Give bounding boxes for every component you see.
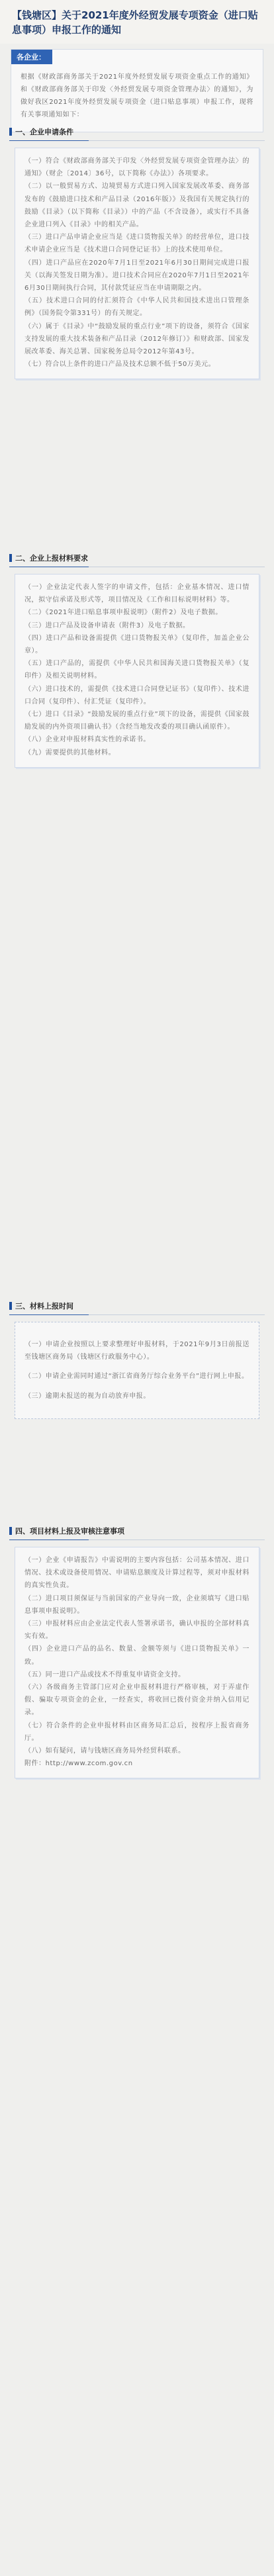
paragraph: （五）进口产品的，需提供《中华人民共和国海关进口货物报关单》（复印件）及相关说明材料。 (24, 660, 250, 680)
section-3-card (15, 1322, 259, 1419)
paragraph: （八）如有疑问，请与钱塘区商务局外经贸科联系。 (24, 1747, 185, 1755)
paragraph: （七）符合以上条件的进口产品及技术总额不低于50万美元。 (24, 361, 216, 369)
paragraph: （三）申报材料应由企业法定代表人签署承诺书，确认申报的全部材料真实有效。 (24, 1620, 250, 1641)
paragraph: （一）企业法定代表人签字的申请文件，包括：企业基本情况、进口情况，拟守信承诺及形式等，项目情况及《工作和目标说明材料》等。 (24, 584, 250, 604)
paragraph: （六）属于《目录》中“鼓励发展的重点行业”项下的设备，须符合《国家支持发展的重大技术装备和产品目录（2012年修订）》和财政部、国家发展改革委、海关总署、国家税务总局令2012年第43号。 (24, 322, 250, 356)
section-2-card (15, 574, 259, 768)
section-3 (0, 1297, 274, 1419)
heading-label: 四、项目材料上报及审核注意事项 (15, 1527, 124, 1536)
paragraph: （二）申请企业需同时通过“浙江省商务厅综合业务平台”进行网上申报。 (24, 1373, 249, 1381)
heading-bar (9, 128, 12, 136)
paragraph: （七）符合条件的企业申报材料由区商务局汇总后，按程序上报省商务厅。 (24, 1722, 250, 1742)
section-4-heading (0, 1522, 274, 1540)
intro-card (11, 49, 263, 132)
section-2-heading (0, 549, 274, 567)
paragraph: （三）进口产品申请企业应当是《进口货物报关单》的经营单位，进口技术申请企业应当是《技术进口合同登记证书》上的技术使用单位。 (24, 234, 250, 254)
paragraph: （一）符合《财政部商务部关于印发〈外经贸发展专项资金管理办法〉的通知》（财企〔2014〕36号，以下简称《办法》）各项要求。 (24, 158, 250, 178)
paragraph: （六）各级商务主管部门应对企业申报材料进行严格审核，对于弄虚作假、骗取专项资金的企业，一经查实，将收回已拨付资金并纳入信用记录。 (24, 1684, 250, 1717)
heading-label: 一、企业申请条件 (15, 128, 73, 136)
paragraph: （二）《2021年进口贴息事项申报说明》（附件2）及电子数据。 (24, 609, 222, 617)
paragraph: （九）需要提供的其他材料。 (24, 749, 116, 757)
heading-bar (9, 1527, 12, 1535)
paragraph: （七）进口《目录》“鼓励发展的重点行业”项下的设备，需提供《国家鼓励发展的内外资项目确认书》（含经当地发改委的项目确认函原件）。 (24, 711, 250, 731)
paragraph: （四）进口产品和设备需提供《进口货物报关单》（复印件，加盖企业公章）。 (24, 634, 250, 655)
heading-bar (9, 1302, 12, 1310)
paragraph: （四）进口产品应在2020年7月1日至2021年6月30日期间完成进口报关（以海关签发日期为准）。进口技术合同应在2020年7月1日至2021年6月30日期间执行合同，其付款凭证应当在申请期限之内。 (24, 259, 250, 293)
heading-label: 二、企业上报材料要求 (15, 554, 88, 563)
paragraph: （三）进口产品及设备申请表（附件3）及电子数据。 (24, 621, 190, 629)
section-3-heading (0, 1297, 274, 1314)
page-title: 【钱塘区】关于2021年度外经贸发展专项资金（进口贴息事项）申报工作的通知 (0, 0, 274, 44)
intro-tag: 各企业： (11, 50, 52, 64)
paragraph: （五）技术进口合同的付汇须符合《中华人民共和国技术进出口管理条例》（国务院令第331号）的有关规定。 (24, 297, 250, 318)
section-4 (0, 1522, 274, 1778)
intro-text: 根据《财政部商务部关于2021年度外经贸发展专项资金重点工作的通知》和《财政部商务部关于印发〈外经贸发展专项资金管理办法〉的通知》，为做好我区2021年度外经贸发展专项资金（进口贴息事项）申报工作，现将有关事项通知如下： (21, 73, 253, 118)
heading-bar (9, 554, 12, 562)
section-1-card (15, 148, 259, 379)
paragraph: （六）进口技术的，需提供《技术进口合同登记证书》（复印件）、技术进口合同（复印件）、付汇凭证（复印件）。 (24, 685, 250, 706)
paragraph: （二）进口项目须保证与当前国家的产业导向一致，企业须填写《进口贴息事项申报说明》。 (24, 1594, 250, 1615)
paragraph: （一）申请企业按照以上要求整理好申报材料，于2021年9月3日前报送至钱塘区商务局（钱塘区行政服务中心）。 (24, 1341, 250, 1361)
section-4-card (15, 1547, 259, 1778)
paragraph: （四）企业进口产品的品名、数量、金额等须与《进口货物报关单》一致。 (24, 1645, 250, 1666)
section-2 (0, 549, 274, 768)
section-1-heading (0, 123, 274, 140)
paragraph: （三）逾期未报送的视为自动放弃申报。 (24, 1392, 150, 1400)
heading-rule (9, 1314, 265, 1315)
paragraph: （五）同一进口产品或技术不得重复申请资金支持。 (24, 1671, 185, 1679)
paragraph: （二）以一般贸易方式、边境贸易方式进口列入国家发展改革委、商务部发布的《鼓励进口技术和产品目录（2016年版）》及我国有关规定执行的鼓励《目录》（以下简称《目录》）中的产品（不含设备），或实行不具备企业进口列入《目录》中的相关产品。 (24, 183, 250, 229)
heading-rule (9, 140, 265, 141)
paragraph: （八）企业对申报材料真实性的承诺书。 (24, 736, 150, 744)
section-1 (0, 123, 274, 379)
paragraph: 附件：http://www.zcom.gov.cn (24, 1760, 133, 1768)
heading-label: 三、材料上报时间 (15, 1302, 73, 1311)
paragraph: （一）企业《申请报告》中需说明的主要内容包括：公司基本情况、进口情况、技术或设备使用情况、申请贴息额度及计算过程等，须对申报材料的真实性负责。 (24, 1557, 250, 1590)
